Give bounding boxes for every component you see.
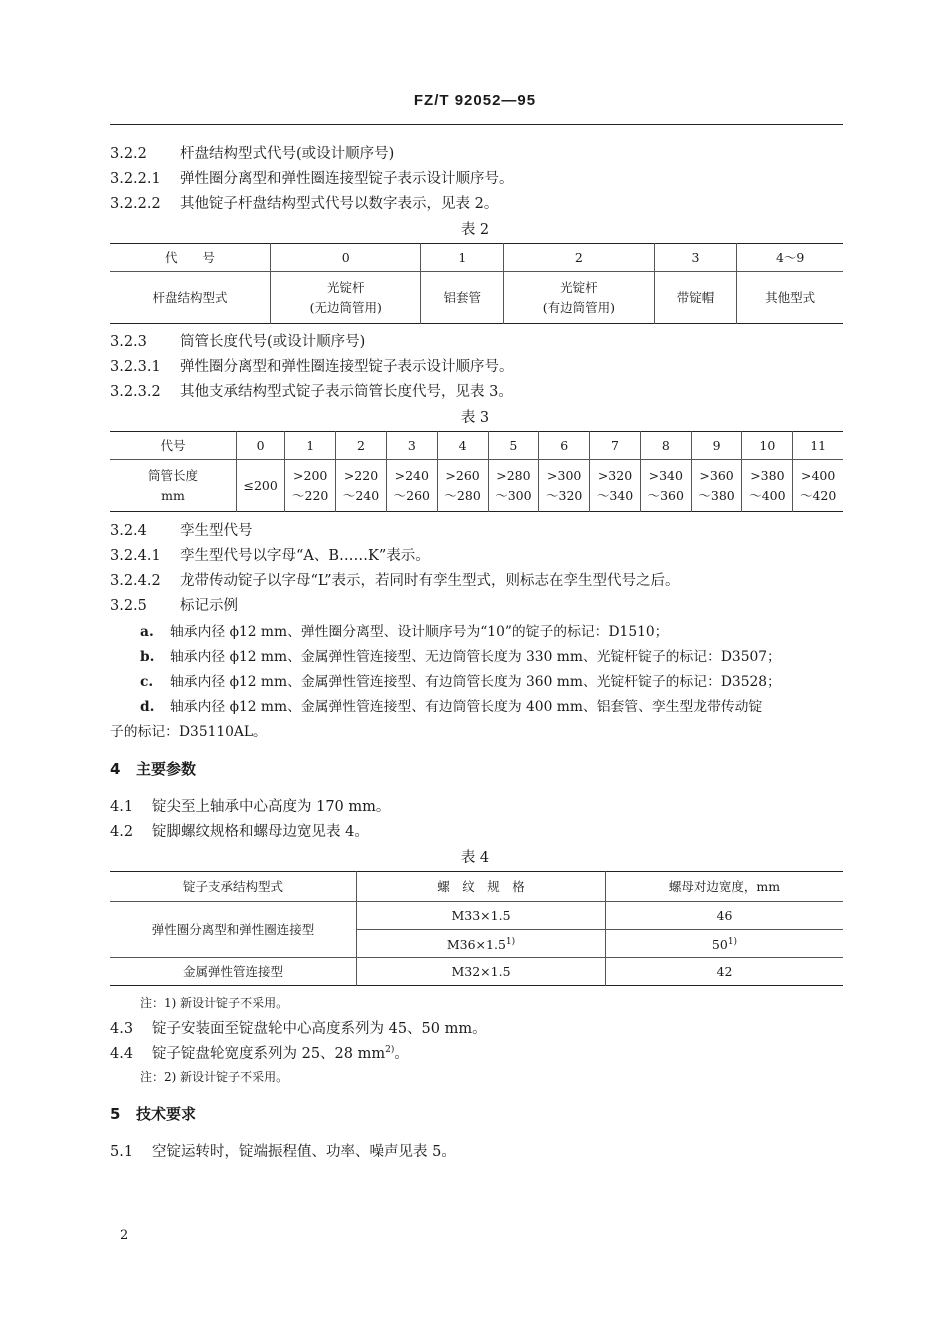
table-cell bbox=[357, 930, 606, 958]
clause-4-2 bbox=[110, 820, 369, 841]
clause-number: 4.1 bbox=[110, 799, 134, 815]
range-upper: ～400 bbox=[749, 487, 786, 503]
example-c bbox=[140, 670, 781, 690]
table-header-cell: 2 bbox=[504, 244, 654, 272]
table-row bbox=[110, 902, 843, 930]
clause-number: 4.3 bbox=[110, 1021, 134, 1037]
table-cell bbox=[590, 460, 641, 512]
table-cell bbox=[488, 460, 539, 512]
section-number: 5 bbox=[110, 1105, 121, 1123]
table-cell: M32×1.5 bbox=[357, 958, 606, 986]
range-lower: >220 bbox=[343, 467, 379, 483]
clause-4-4 bbox=[110, 1042, 409, 1063]
clause-3-2-3 bbox=[110, 330, 365, 351]
clause-text: 空锭运转时，锭端振程值、功率、噪声见表 5。 bbox=[152, 1144, 456, 1160]
table-header-cell: 5 bbox=[488, 432, 539, 460]
clause-3-2-2-1 bbox=[110, 167, 514, 188]
table-cell bbox=[691, 460, 742, 512]
clause-number: 3.2.4.2 bbox=[110, 573, 161, 589]
table-cell bbox=[421, 272, 504, 324]
table-row bbox=[110, 272, 843, 324]
cell-line: (有边筒管用) bbox=[542, 299, 615, 315]
table-header-cell: 1 bbox=[421, 244, 504, 272]
range-upper: ～260 bbox=[393, 487, 430, 503]
example-text: 轴承内径 ϕ12 mm、金属弹性管连接型、有边筒管长度为 360 mm、光锭杆锭子的标记：D3528； bbox=[170, 674, 781, 690]
cell-line: 其他型式 bbox=[765, 289, 816, 305]
table-group-label: 金属弹性管连接型 bbox=[110, 958, 357, 986]
range-lower: >280 bbox=[496, 467, 531, 483]
table-cell: M33×1.5 bbox=[357, 902, 606, 930]
table-cell bbox=[437, 460, 488, 512]
clause-5-1 bbox=[110, 1140, 456, 1161]
document-code-header: FZ/T 92052—95 bbox=[413, 92, 537, 109]
clause-number: 3.2.3 bbox=[110, 334, 147, 350]
range-upper: ～420 bbox=[799, 487, 837, 503]
clause-text: 孪生型代号以字母“A、B……K”表示。 bbox=[180, 548, 430, 564]
clause-4-1 bbox=[110, 795, 390, 816]
clause-text: 杆盘结构型式代号(或设计顺序号) bbox=[180, 146, 395, 162]
table-cell bbox=[539, 460, 590, 512]
clause-3-2-2-2 bbox=[110, 192, 498, 213]
table-4-caption: 表 4 bbox=[460, 850, 490, 866]
example-text: 轴承内径 ϕ12 mm、金属弹性管连接型、无边筒管长度为 330 mm、光锭杆锭子的标记：D3507； bbox=[170, 649, 781, 665]
clause-3-2-2 bbox=[110, 142, 394, 163]
range-upper: ～220 bbox=[292, 487, 329, 503]
clause-3-2-4-2 bbox=[110, 569, 679, 590]
table-cell bbox=[654, 272, 737, 324]
table-header-cell: 10 bbox=[742, 432, 793, 460]
clause-3-2-3-2 bbox=[110, 380, 513, 401]
clause-text-end: 。 bbox=[394, 1046, 409, 1062]
clause-text: 龙带传动锭子以字母“L”表示，若同时有孪生型式，则标志在孪生型代号之后。 bbox=[180, 573, 680, 589]
range-upper: ～240 bbox=[342, 487, 380, 503]
clause-text: 锭子锭盘轮宽度系列为 25、28 mm bbox=[152, 1046, 386, 1062]
table-row bbox=[110, 872, 843, 902]
example-d-continued: 子的标记：D35110AL。 bbox=[110, 724, 267, 740]
cell-line: mm bbox=[161, 487, 185, 503]
clause-3-2-3-1 bbox=[110, 355, 514, 376]
table-header-cell: 7 bbox=[590, 432, 641, 460]
table-cell bbox=[386, 460, 437, 512]
table-header-cell: 3 bbox=[386, 432, 437, 460]
clause-text: 其他锭子杆盘结构型式代号以数字表示，见表 2。 bbox=[180, 196, 499, 212]
example-b bbox=[140, 645, 781, 665]
cell-line: 筒管长度 bbox=[147, 467, 198, 483]
section-title: 技术要求 bbox=[136, 1105, 197, 1123]
cell-line: 铝套管 bbox=[443, 289, 482, 305]
table-row bbox=[110, 460, 843, 512]
cell-line: 带锭帽 bbox=[676, 289, 715, 305]
table-header-cell: 1 bbox=[285, 432, 336, 460]
section-title: 主要参数 bbox=[136, 760, 197, 778]
clause-4-3 bbox=[110, 1017, 487, 1038]
footnote-marker: 1) bbox=[727, 936, 738, 947]
table-group-label: 弹性圈分离型和弹性圈连接型 bbox=[110, 902, 357, 958]
table-cell bbox=[504, 272, 654, 324]
range-upper: ～380 bbox=[698, 487, 735, 503]
page-number: 2 bbox=[120, 1228, 129, 1243]
example-text: 轴承内径 ϕ12 mm、金属弹性管连接型、有边筒管长度为 400 mm、铝套管、孪生型龙带传动锭 bbox=[170, 699, 763, 715]
example-text: 轴承内径 ϕ12 mm、弹性圈分离型、设计顺序号为“10”的锭子的标记：D1510； bbox=[170, 624, 669, 640]
range-lower: >300 bbox=[547, 467, 582, 483]
table-3-caption: 表 3 bbox=[460, 410, 490, 426]
clause-text: 锭子安装面至锭盘轮中心高度系列为 45、50 mm。 bbox=[152, 1021, 487, 1037]
clause-number: 3.2.4 bbox=[110, 523, 147, 539]
table-row-label bbox=[110, 460, 237, 512]
table-row bbox=[110, 244, 843, 272]
clause-text: 锭脚螺纹规格和螺母边宽见表 4。 bbox=[152, 824, 369, 840]
table-row bbox=[110, 958, 843, 986]
table-header-cell: 6 bbox=[539, 432, 590, 460]
table-4 bbox=[110, 871, 843, 986]
table-header-cell: 8 bbox=[640, 432, 691, 460]
clause-number: 3.2.2.1 bbox=[110, 171, 161, 187]
example-d bbox=[140, 695, 762, 715]
example-tag: d. bbox=[140, 699, 155, 715]
clause-text: 孪生型代号 bbox=[180, 523, 253, 539]
table-row bbox=[110, 432, 843, 460]
example-tag: b. bbox=[140, 649, 155, 665]
table-header-cell: 锭子支承结构型式 bbox=[110, 872, 357, 902]
clause-number: 3.2.3.1 bbox=[110, 359, 161, 375]
clause-number: 3.2.5 bbox=[110, 598, 147, 614]
table-header-cell: 9 bbox=[691, 432, 742, 460]
table-cell bbox=[606, 930, 844, 958]
range-lower: >200 bbox=[293, 467, 328, 483]
table-cell bbox=[793, 460, 843, 512]
table-header-cell: 螺母对边宽度，mm bbox=[606, 872, 844, 902]
table-cell bbox=[737, 272, 843, 324]
clause-number: 5.1 bbox=[110, 1144, 134, 1160]
table-header-cell: 0 bbox=[271, 244, 421, 272]
table-cell bbox=[285, 460, 336, 512]
range-upper: ～300 bbox=[495, 487, 532, 503]
table-2 bbox=[110, 243, 843, 324]
header-rule bbox=[110, 124, 843, 125]
section-4-heading bbox=[110, 758, 196, 779]
table-cell bbox=[271, 272, 421, 324]
clause-3-2-4 bbox=[110, 519, 253, 540]
footnote-marker: 1) bbox=[505, 936, 516, 947]
table-header-cell: 代 号 bbox=[110, 244, 271, 272]
range-upper: ～280 bbox=[444, 487, 481, 503]
cell-line: (无边筒管用) bbox=[309, 299, 382, 315]
clause-text: 标记示例 bbox=[180, 598, 238, 614]
clause-3-2-5 bbox=[110, 594, 238, 615]
thread-spec: M36×1.5 bbox=[446, 937, 506, 953]
clause-text: 其他支承结构型式锭子表示筒管长度代号，见表 3。 bbox=[180, 384, 513, 400]
clause-number: 4.4 bbox=[110, 1046, 134, 1062]
range-upper: ～360 bbox=[647, 487, 684, 503]
section-5-heading bbox=[110, 1103, 196, 1124]
clause-text: 弹性圈分离型和弹性圈连接型锭子表示设计顺序号。 bbox=[180, 171, 514, 187]
table-cell: ≤200 bbox=[237, 460, 285, 512]
cell-line: 光锭杆 bbox=[326, 279, 365, 295]
table-header-cell: 代号 bbox=[110, 432, 237, 460]
table-4-note: 注：1) 新设计锭子不采用。 bbox=[140, 996, 289, 1010]
range-lower: >340 bbox=[648, 467, 683, 483]
table-header-cell: 3 bbox=[654, 244, 737, 272]
table-header-cell: 11 bbox=[793, 432, 843, 460]
table-cell bbox=[336, 460, 387, 512]
example-a bbox=[140, 620, 668, 640]
nut-width: 50 bbox=[711, 937, 728, 953]
clause-text: 筒管长度代号(或设计顺序号) bbox=[180, 334, 366, 350]
table-3 bbox=[110, 431, 843, 512]
clause-number: 3.2.3.2 bbox=[110, 384, 161, 400]
range-lower: >380 bbox=[750, 467, 785, 483]
table-2-caption: 表 2 bbox=[460, 222, 490, 238]
table-header-cell: 4～9 bbox=[737, 244, 843, 272]
table-header-cell: 2 bbox=[336, 432, 387, 460]
clause-number: 3.2.2 bbox=[110, 146, 147, 162]
range-lower: >240 bbox=[394, 467, 429, 483]
table-cell bbox=[742, 460, 793, 512]
footnote-marker: 2) bbox=[385, 1045, 395, 1056]
range-upper: ～320 bbox=[546, 487, 583, 503]
range-lower: >320 bbox=[597, 467, 633, 483]
range-lower: >400 bbox=[800, 467, 836, 483]
clause-text: 弹性圈分离型和弹性圈连接型锭子表示设计顺序号。 bbox=[180, 359, 514, 375]
table-cell: 42 bbox=[606, 958, 844, 986]
table-header-cell: 4 bbox=[437, 432, 488, 460]
clause-number: 3.2.2.2 bbox=[110, 196, 161, 212]
example-tag: a. bbox=[140, 624, 154, 640]
table-header-cell: 0 bbox=[237, 432, 285, 460]
table-header-cell: 螺 纹 规 格 bbox=[357, 872, 606, 902]
example-tag: c. bbox=[140, 674, 154, 690]
table-cell: 46 bbox=[606, 902, 844, 930]
range-lower: >360 bbox=[699, 467, 734, 483]
clause-number: 4.2 bbox=[110, 824, 134, 840]
clause-text: 锭尖至上轴承中心高度为 170 mm。 bbox=[152, 799, 391, 815]
range-lower: >260 bbox=[445, 467, 480, 483]
section-number: 4 bbox=[110, 760, 121, 778]
clause-4-4-note: 注：2) 新设计锭子不采用。 bbox=[140, 1070, 289, 1084]
table-cell bbox=[640, 460, 691, 512]
table-row-label: 杆盘结构型式 bbox=[110, 272, 271, 324]
cell-line: 光锭杆 bbox=[560, 279, 598, 295]
clause-3-2-4-1 bbox=[110, 544, 430, 565]
clause-number: 3.2.4.1 bbox=[110, 548, 161, 564]
range-upper: ～340 bbox=[596, 487, 634, 503]
